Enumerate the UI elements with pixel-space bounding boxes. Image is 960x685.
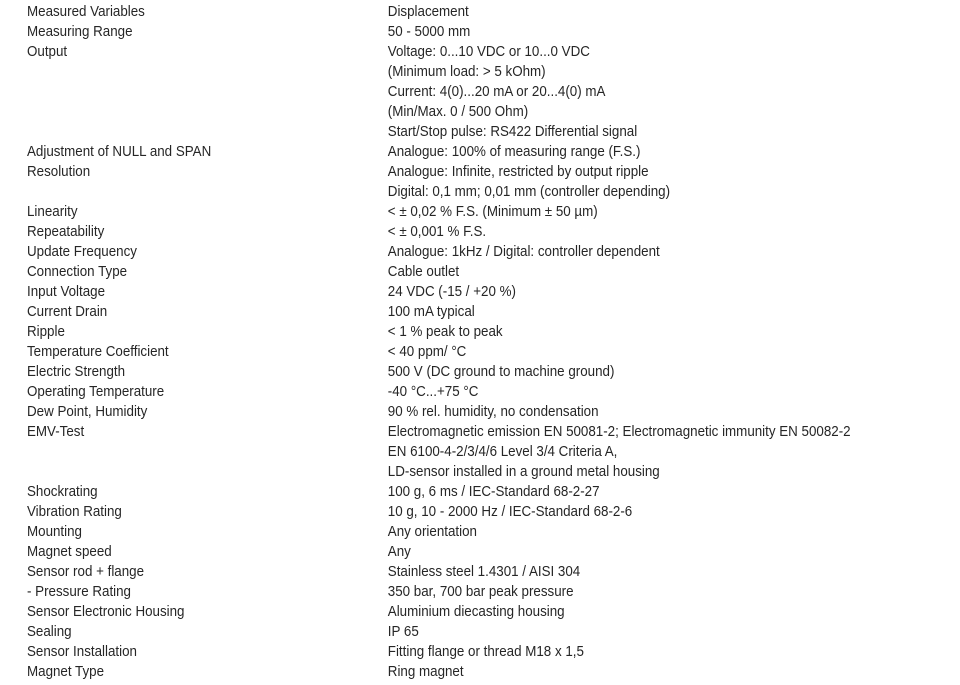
spec-row [27,642,837,662]
spec-row [27,602,837,622]
spec-value: 50 - 5000 mm [387,23,471,40]
spec-value: -40 °C...+75 °C [387,383,479,400]
spec-value: Fitting flange or thread M18 x 1,5 [387,643,584,660]
spec-label: Measuring Range [27,23,133,40]
spec-value: Cable outlet [387,263,460,280]
spec-values [388,602,837,622]
spec-label: Connection Type [27,263,128,280]
spec-row [27,562,837,582]
spec-label: Temperature Coefficient [27,343,169,360]
spec-values [388,282,837,302]
spec-row [27,542,837,562]
spec-value: IP 65 [387,623,419,640]
spec-label: Repeatability [27,223,105,240]
spec-label: Resolution [27,163,91,180]
spec-label: Output [27,43,68,60]
spec-values [388,362,837,382]
spec-value: 100 g, 6 ms / IEC-Standard 68-2-27 [387,483,600,500]
spec-value: Any orientation [387,523,477,540]
spec-label: EMV-Test [27,423,85,440]
spec-label: Magnet Type [27,663,105,680]
spec-value: 90 % rel. humidity, no condensation [387,403,599,420]
spec-value: < ± 0,001 % F.S. [387,223,487,240]
spec-label: Current Drain [27,303,108,320]
spec-value: (Min/Max. 0 / 500 Ohm) [387,103,529,120]
spec-values [388,302,837,322]
spec-row [27,322,837,342]
spec-values [388,262,837,282]
spec-label: Measured Variables [27,3,145,20]
spec-value: (Minimum load: > 5 kOhm) [387,63,546,80]
spec-value: Digital: 0,1 mm; 0,01 mm (controller depending) [387,183,671,200]
spec-row [27,482,837,502]
spec-value: 10 g, 10 - 2000 Hz / IEC-Standard 68-2-6 [387,503,633,520]
spec-values [388,482,837,502]
spec-value: 24 VDC (-15 / +20 %) [387,283,516,300]
spec-label: Linearity [27,203,78,220]
spec-value: Displacement [387,3,469,20]
spec-row [27,142,837,162]
spec-value: LD-sensor installed in a ground metal housing [387,463,660,480]
spec-label: Operating Temperature [27,383,165,400]
spec-row [27,382,837,402]
spec-row [27,162,837,202]
spec-values [388,162,837,202]
spec-label: Adjustment of NULL and SPAN [27,143,212,160]
spec-values [388,342,837,362]
spec-row [27,422,851,482]
spec-value: Stainless steel 1.4301 / AISI 304 [387,563,581,580]
spec-value: Aluminium diecasting housing [387,603,565,620]
spec-values [388,322,837,342]
spec-values [388,642,837,662]
spec-value: Electromagnetic emission EN 50081-2; Electromagnetic immunity EN 50082-2 [387,423,851,440]
spec-label: Shockrating [27,483,98,500]
spec-values [388,222,837,242]
spec-values [388,142,837,162]
spec-row [27,2,837,22]
spec-row [27,222,837,242]
spec-values [388,662,837,682]
spec-row [27,302,837,322]
spec-label: Input Voltage [27,283,106,300]
spec-values [388,622,837,642]
spec-label: Electric Strength [27,363,126,380]
spec-value: Analogue: 100% of measuring range (F.S.) [387,143,641,160]
spec-value: Voltage: 0...10 VDC or 10...0 VDC [387,43,590,60]
spec-row [27,362,837,382]
spec-row [27,262,837,282]
spec-value: 500 V (DC ground to machine ground) [387,363,615,380]
spec-label: Sensor Electronic Housing [27,603,185,620]
spec-value: < ± 0,02 % F.S. (Minimum ± 50 µm) [387,203,598,220]
spec-value: Start/Stop pulse: RS422 Differential signal [387,123,638,140]
spec-row [27,622,837,642]
spec-value: Ring magnet [387,663,464,680]
spec-values [388,502,837,522]
spec-value: Analogue: 1kHz / Digital: controller dependent [387,243,660,260]
spec-value: Any [387,543,411,560]
spec-row [27,242,837,262]
spec-values [388,42,837,142]
spec-label: Update Frequency [27,243,137,260]
spec-label: - Pressure Rating [27,583,131,600]
spec-value: Analogue: Infinite, restricted by output ripple [387,163,649,180]
spec-row [27,662,837,682]
spec-label: Sensor rod + flange [27,563,145,580]
spec-label: Ripple [27,323,65,340]
spec-value: 350 bar, 700 bar peak pressure [387,583,574,600]
spec-row [27,582,837,602]
spec-values [388,22,837,42]
spec-row [27,522,837,542]
spec-values [388,202,837,222]
spec-row [27,202,837,222]
spec-label: Vibration Rating [27,503,122,520]
spec-value: EN 6100-4-2/3/4/6 Level 3/4 Criteria A, [387,443,618,460]
spec-values [388,562,837,582]
spec-values [388,402,837,422]
spec-values [388,2,837,22]
spec-values [388,242,837,262]
spec-value: 100 mA typical [387,303,475,320]
spec-value: Current: 4(0)...20 mA or 20...4(0) mA [387,83,606,100]
spec-row [27,22,837,42]
spec-label: Dew Point, Humidity [27,403,148,420]
spec-row [27,282,837,302]
spec-label: Magnet speed [27,543,112,560]
spec-row [27,502,837,522]
spec-table [27,2,851,682]
spec-row [27,342,837,362]
spec-value: < 1 % peak to peak [387,323,503,340]
spec-row [27,42,837,142]
spec-values [388,382,837,402]
spec-label: Sealing [27,623,72,640]
spec-label: Mounting [27,523,82,540]
spec-row [27,402,837,422]
spec-values [388,542,837,562]
spec-values [388,422,851,482]
spec-values [388,522,837,542]
spec-value: < 40 ppm/ °C [387,343,467,360]
spec-values [388,582,837,602]
spec-label: Sensor Installation [27,643,137,660]
